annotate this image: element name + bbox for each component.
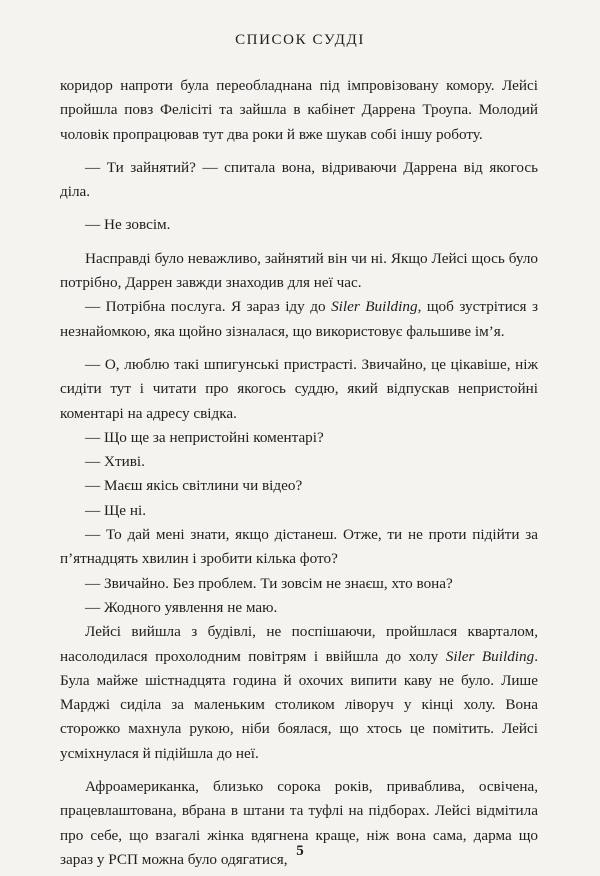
text-run: — Потрібна послуга. Я зараз іду до [85, 298, 332, 316]
text-run: . Була майже шістнадцята година й охочих випити каву не було. Лише Марджі сиділа за маленьким столиком ліворуч у кінці холу. Вона сторожко махнула рукою, ніби боялася, що хтось це помітить. Лейсі усміхнулася й підійшла до неї. [60, 647, 539, 762]
paragraph: — Ще ні. [85, 501, 146, 519]
body-text [60, 74, 538, 872]
paragraph: — Ти зайнятий? — спитала вона, відриваючи Даррена від якогось діла. [60, 158, 538, 201]
italic-run: Siler Building [445, 647, 535, 665]
paragraph [60, 620, 538, 766]
paragraph: — Що ще за непристойні коментарі? [85, 428, 324, 446]
paragraph: — Маєш якісь світлини чи відео? [85, 477, 303, 495]
paragraph: коридор напроти була переобладнана під імпровізовану комору. Лейсі пройшла повз Фелісіті та зайшла в кабінет Даррена Троупа. Молодий чоловік пропрацював тут два роки й вже шукав собі іншу роботу. [60, 77, 538, 143]
paragraph: — О, люблю такі шпигунські пристрасті. Звичайно, це цікавіше, ніж сидіти тут і читати про якогось суддю, який відпускав непристойні коментарі на адресу свідка. [60, 355, 538, 422]
paragraph: — Звичайно. Без проблем. Ти зовсім не знаєш, хто вона? [85, 574, 453, 592]
paragraph: Насправді було неважливо, зайнятий він чи ні. Якщо Лейсі щось було потрібно, Даррен завжди знаходив для неї час. [60, 249, 538, 292]
text-run: Лейсі вийшла з будівлі, не поспішаючи, пройшлася кварталом, насолодилася прохолодним повітрям і ввійшла до холу [60, 623, 538, 665]
italic-run: Siler Building [331, 298, 418, 316]
paragraph: Афроамериканка, близько сорока років, приваблива, освічена, працевлаштована, вбрана в штани та туфлі на підборах. Лейсі відмітила про себе, що взагалі жінка вдягнена краще, ніж вона сама, дарма що зараз у РСП можна було одягатися, [60, 778, 538, 868]
paragraph [60, 295, 538, 344]
running-header: СПИСОК СУДДІ [235, 32, 365, 48]
paragraph: — Хтиві. [85, 453, 145, 471]
paragraph: — Не зовсім. [85, 216, 171, 234]
paragraph: — Жодного уявлення не маю. [85, 598, 278, 616]
paragraph: — То дай мені знати, якщо дістанеш. Отже, ти не проти підійти за п’ятнадцять хвилин і зробити кілька фото? [60, 526, 538, 568]
text-run: , щоб зустрітися з незнайомкою, яка щойно зізналася, що використовує фальшиве ім’я. [60, 298, 538, 340]
page-number: 5 [296, 843, 304, 859]
